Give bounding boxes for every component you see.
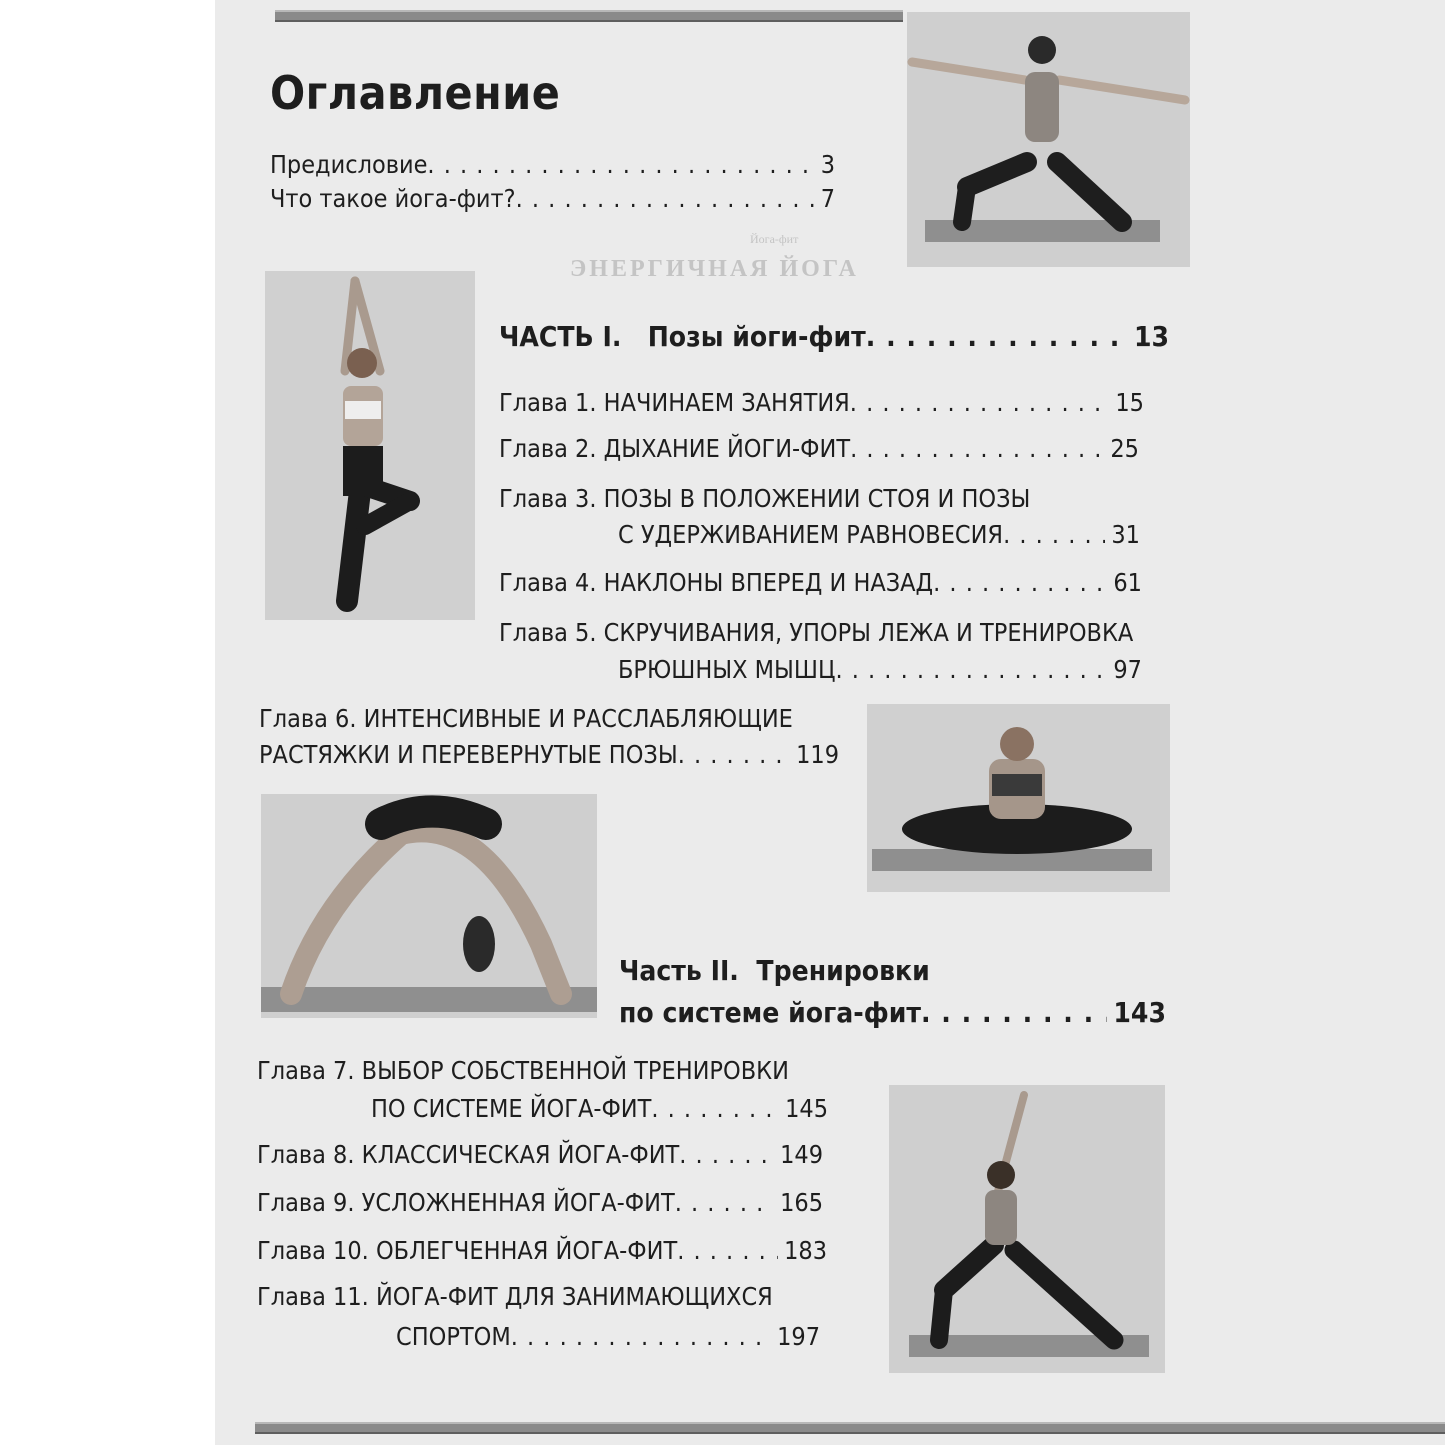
toc-entry-label: Предисловие: [270, 150, 428, 179]
toc-page-number: 61: [1113, 568, 1142, 597]
toc-entry-preface[interactable]: [270, 150, 835, 179]
dot-leader: [933, 568, 1107, 597]
warrior-pose-photo: [907, 12, 1190, 267]
dot-leader: [511, 1322, 771, 1351]
toc-part-2-line1[interactable]: Часть II. Тренировки: [619, 954, 930, 987]
toc-chapter-8[interactable]: [257, 1140, 823, 1169]
toc-page-number: 15: [1115, 388, 1144, 417]
toc-chapter-7-line1[interactable]: Глава 7. ВЫБОР СОБСТВЕННОЙ ТРЕНИРОВКИ: [257, 1056, 789, 1085]
top-rule: [275, 10, 903, 22]
toc-chapter-6-line1[interactable]: Глава 6. ИНТЕНСИВНЫЕ И РАССЛАБЛЯЮЩИЕ: [259, 704, 793, 733]
toc-entry-label: Глава 9. УСЛОЖНЕННАЯ ЙОГА-ФИТ: [257, 1188, 675, 1217]
toc-page-number: 13: [1133, 320, 1169, 353]
dot-leader: [679, 1140, 774, 1169]
toc-page-number: 145: [785, 1094, 828, 1123]
dot-leader: [921, 996, 1107, 1029]
dot-leader: [675, 1188, 774, 1217]
toc-entry-label: Глава 1. НАЧИНАЕМ ЗАНЯТИЯ: [499, 388, 850, 417]
toc-page-number: 31: [1111, 520, 1140, 549]
show-through-header-small: Йога-фит: [750, 232, 799, 246]
toc-entry-what-is-yoga-fit[interactable]: [270, 184, 835, 213]
dot-leader: [866, 320, 1128, 353]
dot-leader: [835, 655, 1107, 684]
part-label: по системе йога-фит: [619, 996, 921, 1029]
toc-part-1[interactable]: [499, 320, 1169, 353]
toc-page-number: 7: [820, 184, 835, 213]
page-title: Оглавление: [270, 66, 561, 120]
toc-page-number: 143: [1113, 996, 1166, 1029]
toc-page-number: 165: [780, 1188, 823, 1217]
dot-leader: [1003, 520, 1105, 549]
toc-page-number: 149: [780, 1140, 823, 1169]
toc-chapter-1[interactable]: [499, 388, 1144, 417]
reverse-warrior-pose-photo: [889, 1085, 1165, 1373]
toc-page-number: 197: [777, 1322, 820, 1351]
show-through-header-big: ЭНЕРГИЧНАЯ ЙОГА: [570, 256, 859, 282]
toc-entry-label: СПОРТОМ: [396, 1322, 511, 1351]
toc-entry-label: РАСТЯЖКИ И ПЕРЕВЕРНУТЫЕ ПОЗЫ: [259, 740, 678, 769]
toc-entry-label: Глава 4. НАКЛОНЫ ВПЕРЕД И НАЗАД: [499, 568, 934, 597]
toc-entry-label: ПО СИСТЕМЕ ЙОГА-ФИТ: [371, 1094, 652, 1123]
dot-leader: [677, 1236, 778, 1265]
dot-leader: [427, 150, 814, 179]
bound-angle-pose-photo: [867, 704, 1170, 892]
toc-entry-label: Что такое йога-фит?: [270, 184, 516, 213]
toc-chapter-5[interactable]: [618, 655, 1142, 684]
wheel-pose-photo: [261, 794, 597, 1018]
dot-leader: [678, 740, 790, 769]
toc-chapter-11-line1[interactable]: Глава 11. ЙОГА-ФИТ ДЛЯ ЗАНИМАЮЩИХСЯ: [257, 1282, 773, 1311]
toc-chapter-4[interactable]: [499, 568, 1142, 597]
book-page: [215, 0, 1445, 1445]
toc-chapter-3-line1[interactable]: Глава 3. ПОЗЫ В ПОЛОЖЕНИИ СТОЯ И ПОЗЫ: [499, 484, 1031, 513]
toc-page-number: 25: [1110, 434, 1139, 463]
dot-leader: [850, 388, 1110, 417]
toc-part-2[interactable]: [619, 996, 1166, 1029]
toc-chapter-7[interactable]: [371, 1094, 828, 1123]
toc-chapter-3[interactable]: [618, 520, 1140, 549]
toc-page-number: 3: [820, 150, 835, 179]
dot-leader: [850, 434, 1104, 463]
toc-chapter-2[interactable]: [499, 434, 1139, 463]
toc-entry-label: Глава 10. ОБЛЕГЧЕННАЯ ЙОГА-ФИТ: [257, 1236, 678, 1265]
toc-entry-label: Глава 8. КЛАССИЧЕСКАЯ ЙОГА-ФИТ: [257, 1140, 680, 1169]
toc-entry-label: Глава 2. ДЫХАНИЕ ЙОГИ-ФИТ: [499, 434, 851, 463]
toc-chapter-11[interactable]: [396, 1322, 820, 1351]
toc-page-number: 97: [1113, 655, 1142, 684]
toc-entry-label: БРЮШНЫХ МЫШЦ: [618, 655, 836, 684]
toc-entry-label: С УДЕРЖИВАНИЕМ РАВНОВЕСИЯ: [618, 520, 1004, 549]
dot-leader: [651, 1094, 779, 1123]
toc-chapter-6[interactable]: [259, 740, 839, 769]
part-label: ЧАСТЬ I. Позы йоги-фит: [499, 320, 866, 353]
toc-page-number: 119: [796, 740, 839, 769]
dot-leader: [516, 184, 815, 213]
bottom-rule: [255, 1422, 1445, 1434]
toc-chapter-9[interactable]: [257, 1188, 823, 1217]
toc-chapter-10[interactable]: [257, 1236, 827, 1265]
toc-chapter-5-line1[interactable]: Глава 5. СКРУЧИВАНИЯ, УПОРЫ ЛЕЖА И ТРЕНИРОВКА: [499, 618, 1134, 647]
toc-page-number: 183: [784, 1236, 827, 1265]
tree-pose-photo: [265, 271, 475, 620]
